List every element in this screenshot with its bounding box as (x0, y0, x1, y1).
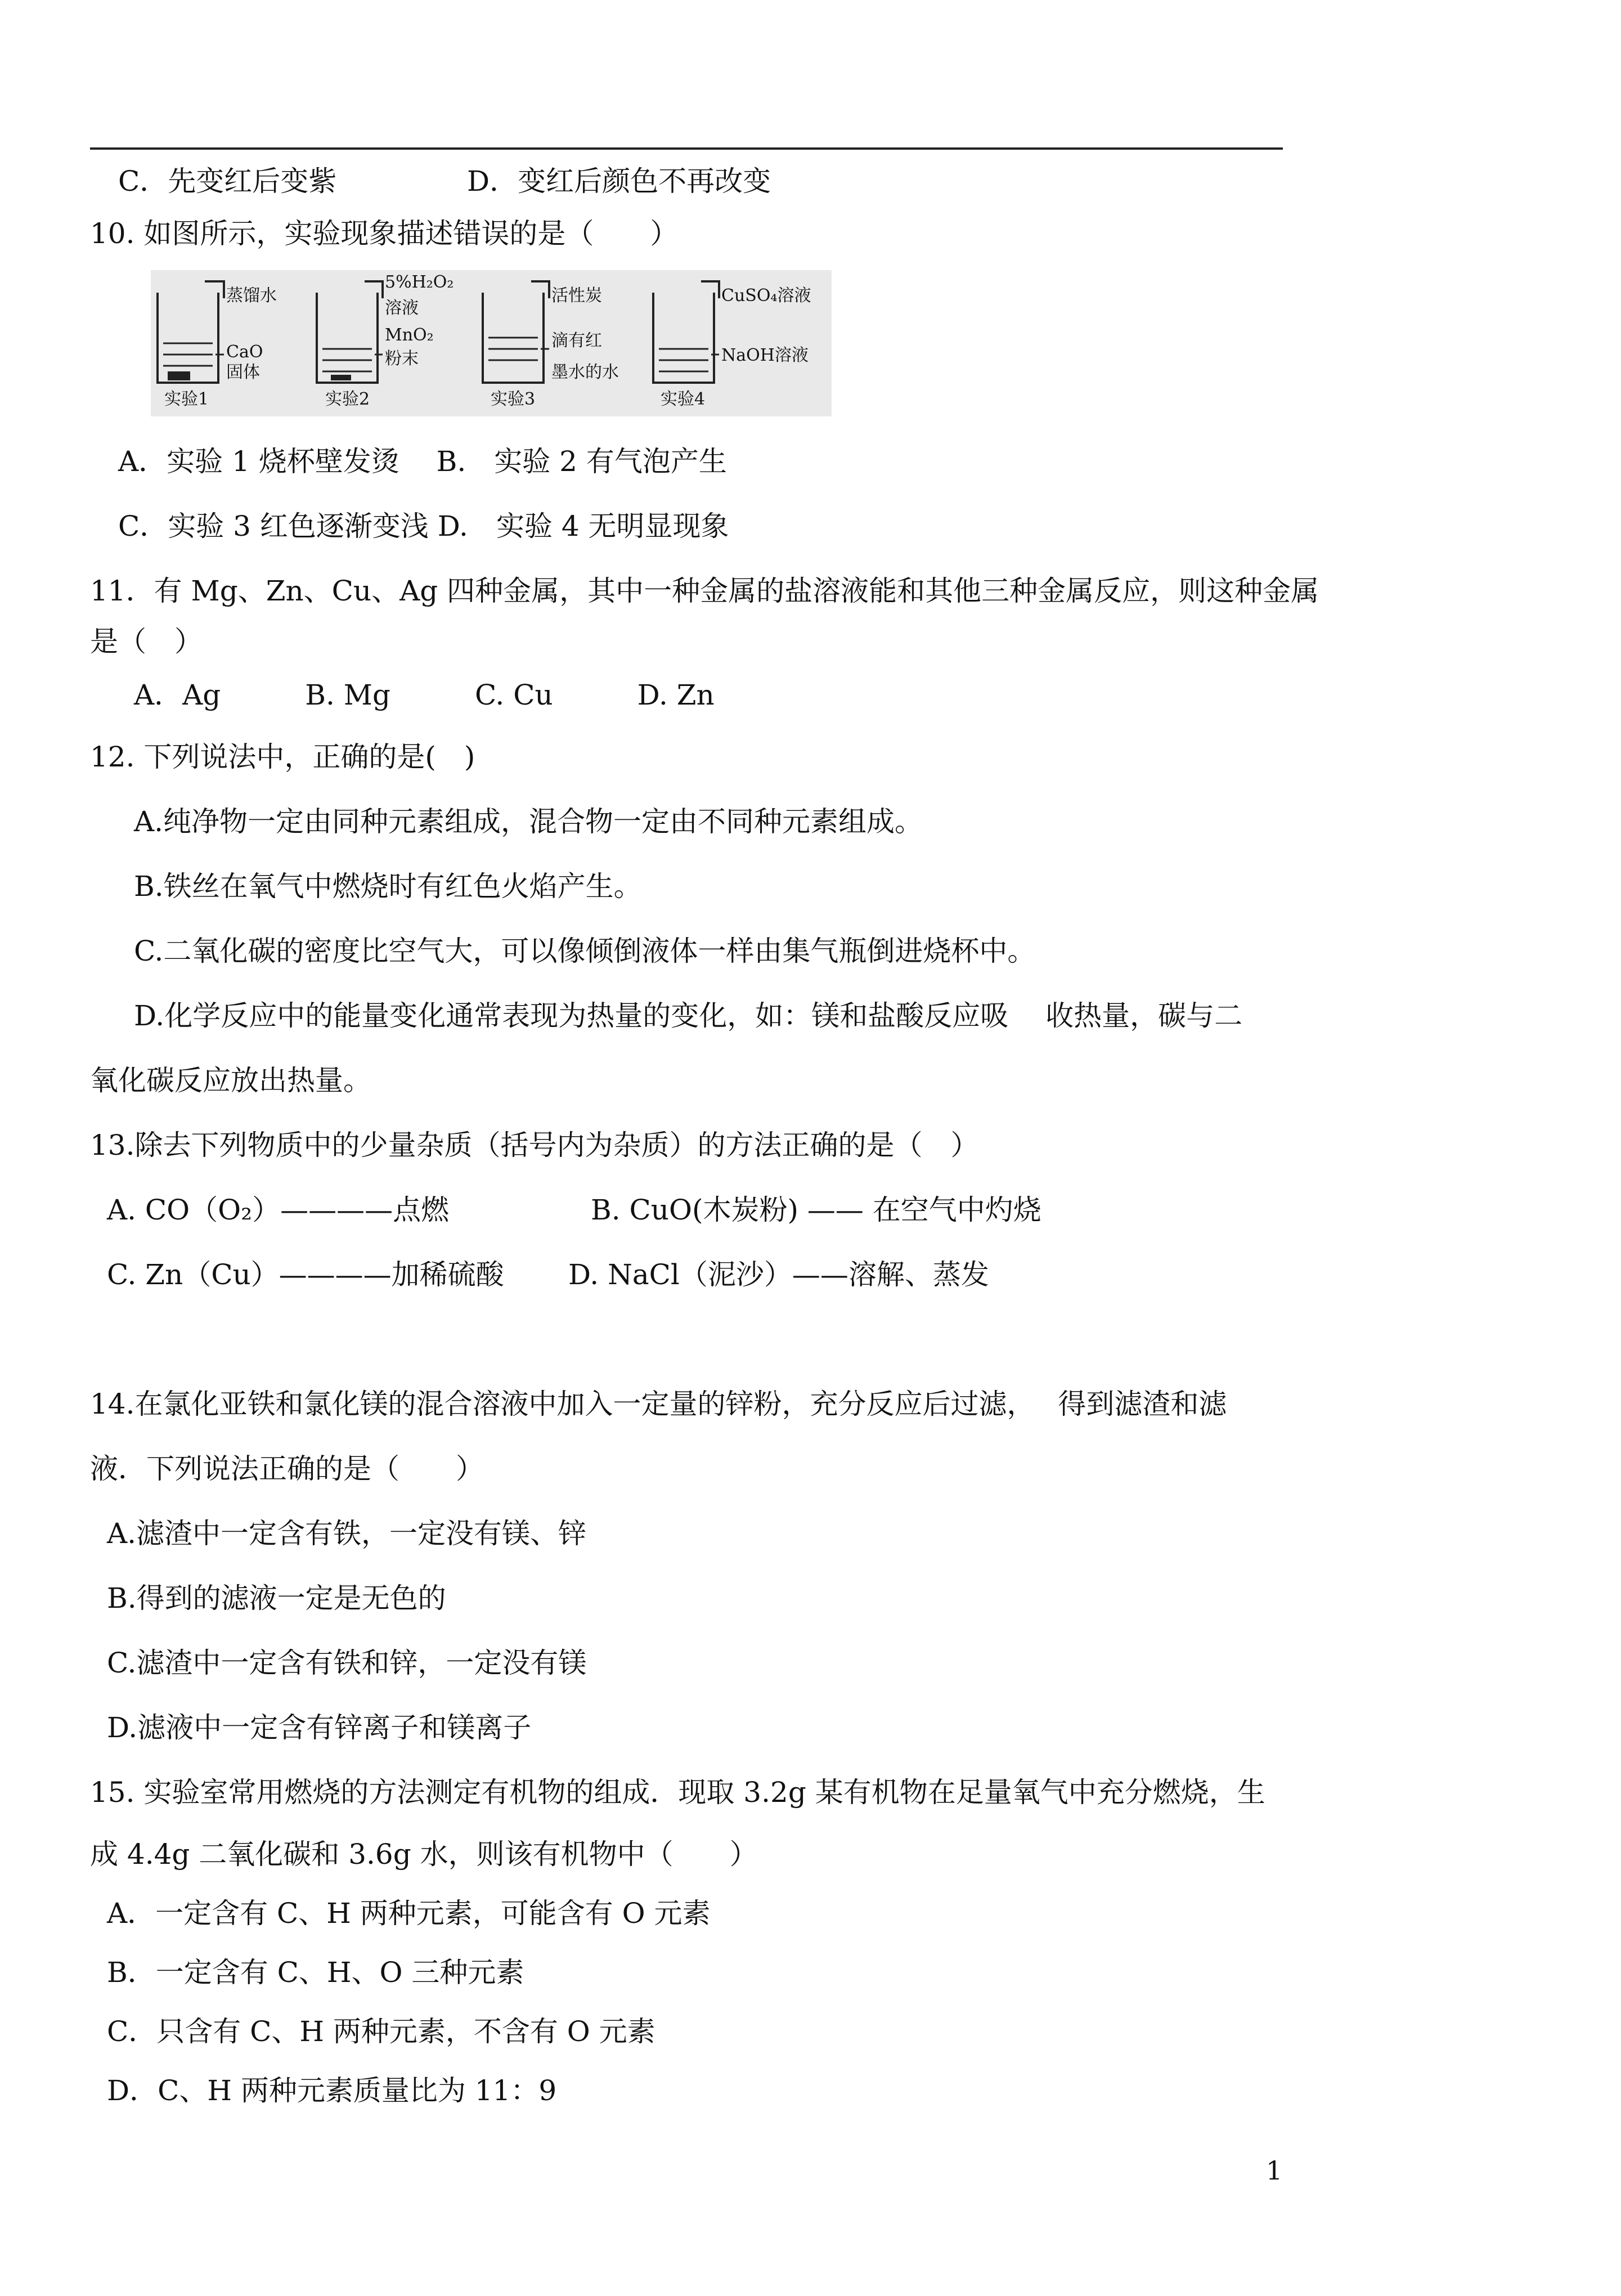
beaker-4-icon (653, 293, 714, 383)
exp2-liquid-label-b: 溶液 (385, 298, 419, 318)
q15-stem-line1: 15. 实验室常用燃烧的方法测定有机物的组成．现取 3.2g 某有机物在足量氧气中充分燃烧，生 (90, 1776, 1265, 1809)
q15-option-c: C．只含有 C、H 两种元素，不含有 O 元素 (107, 2015, 655, 2048)
exp3-name: 实验3 (491, 389, 536, 409)
header-rule (90, 147, 1283, 150)
q15-option-d: D．C、H 两种元素质量比为 11：9 (107, 2074, 557, 2107)
q15-option-a: A．一定含有 C、H 两种元素，可能含有 O 元素 (107, 1897, 711, 1930)
exp4-name: 实验4 (661, 389, 706, 409)
exp1-name: 实验1 (164, 389, 209, 409)
exp4-liquid-label-b: NaOH溶液 (721, 346, 809, 365)
q12-option-d-line2: 氧化碳反应放出热量。 (90, 1064, 371, 1097)
experiment-figure (151, 270, 832, 416)
exp1-liquid-label: 蒸馏水 (226, 286, 277, 306)
beaker-2-icon (317, 293, 378, 383)
q12-option-c: C.二氧化碳的密度比空气大，可以像倾倒液体一样由集气瓶倒进烧杯中。 (134, 935, 1036, 967)
exp3-liquid-label-a: 滴有红 (551, 331, 602, 351)
q14-stem-line1: 14.在氯化亚铁和氯化镁的混合溶液中加入一定量的锌粉，充分反应后过滤， 得到滤渣和滤 (90, 1388, 1227, 1420)
q13-option-b: B. CuO(木炭粉) —— 在空气中灼烧 (591, 1194, 1041, 1226)
q14-option-d: D.滤液中一定含有锌离子和镁离子 (107, 1711, 532, 1744)
q14-option-a: A.滤渣中一定含有铁，一定没有镁、锌 (107, 1517, 587, 1550)
q10-options-ab: A．实验 1 烧杯壁发烫 B. 实验 2 有气泡产生 (118, 445, 727, 478)
q13-stem: 13.除去下列物质中的少量杂质（括号内为杂质）的方法正确的是（ ） (90, 1129, 979, 1162)
q9-option-d: D．变红后颜色不再改变 (467, 165, 771, 198)
q13-option-a: A. CO（O₂）————点燃 (107, 1194, 450, 1226)
exp2-solid-label-a: MnO₂ (385, 325, 434, 345)
exp3-solid-label: 活性炭 (551, 286, 602, 306)
page-number: 1 (1266, 2155, 1283, 2186)
q11-options: A．Ag B. Mg C. Cu D. Zn (134, 679, 715, 711)
q10-options-cd: C．实验 3 红色逐渐变浅 D. 实验 4 无明显现象 (118, 510, 729, 542)
q13-option-c: C. Zn（Cu）————加稀硫酸 (107, 1258, 504, 1291)
exp2-name: 实验2 (325, 389, 370, 409)
q14-stem-line2: 液．下列说法正确的是（ ） (90, 1452, 484, 1485)
q15-option-b: B．一定含有 C、H、O 三种元素 (107, 1956, 524, 1989)
q11-stem-line2: 是（ ） (90, 625, 203, 658)
q12-option-d-line1: D.化学反应中的能量变化通常表现为热量的变化，如：镁和盐酸反应吸 收热量，碳与二 (134, 999, 1243, 1032)
q10-stem: 10. 如图所示，实验现象描述错误的是（ ） (90, 217, 679, 250)
q11-stem-line1: 11．有 Mg、Zn、Cu、Ag 四种金属，其中一种金属的盐溶液能和其他三种金属反应，则这种金属 (90, 575, 1319, 607)
q14-option-c: C.滤渣中一定含有铁和锌，一定没有镁 (107, 1647, 587, 1679)
exp1-solid-label-a: CaO (226, 342, 263, 362)
q12-stem: 12. 下列说法中，正确的是( ) (90, 741, 475, 773)
q12-option-b: B.铁丝在氧气中燃烧时有红色火焰产生。 (134, 870, 642, 903)
q13-option-d: D. NaCl（泥沙）——溶解、蒸发 (568, 1258, 989, 1291)
q12-option-a: A.纯净物一定由同种元素组成，混合物一定由不同种元素组成。 (134, 805, 923, 838)
exp2-solid-label-b: 粉末 (385, 349, 419, 369)
q15-stem-line2: 成 4.4g 二氧化碳和 3.6g 水，则该有机物中（ ） (90, 1838, 758, 1871)
q9-option-c: C．先变红后变紫 (118, 165, 337, 198)
exp4-liquid-label-a: CuSO₄溶液 (721, 286, 811, 306)
beaker-1-icon (158, 293, 218, 383)
exp1-solid-label-b: 固体 (226, 362, 260, 382)
q14-option-b: B.得到的滤液一定是无色的 (107, 1582, 446, 1615)
exp3-liquid-label-b: 墨水的水 (551, 362, 619, 382)
exp2-liquid-label-a: 5%H₂O₂ (385, 272, 454, 292)
